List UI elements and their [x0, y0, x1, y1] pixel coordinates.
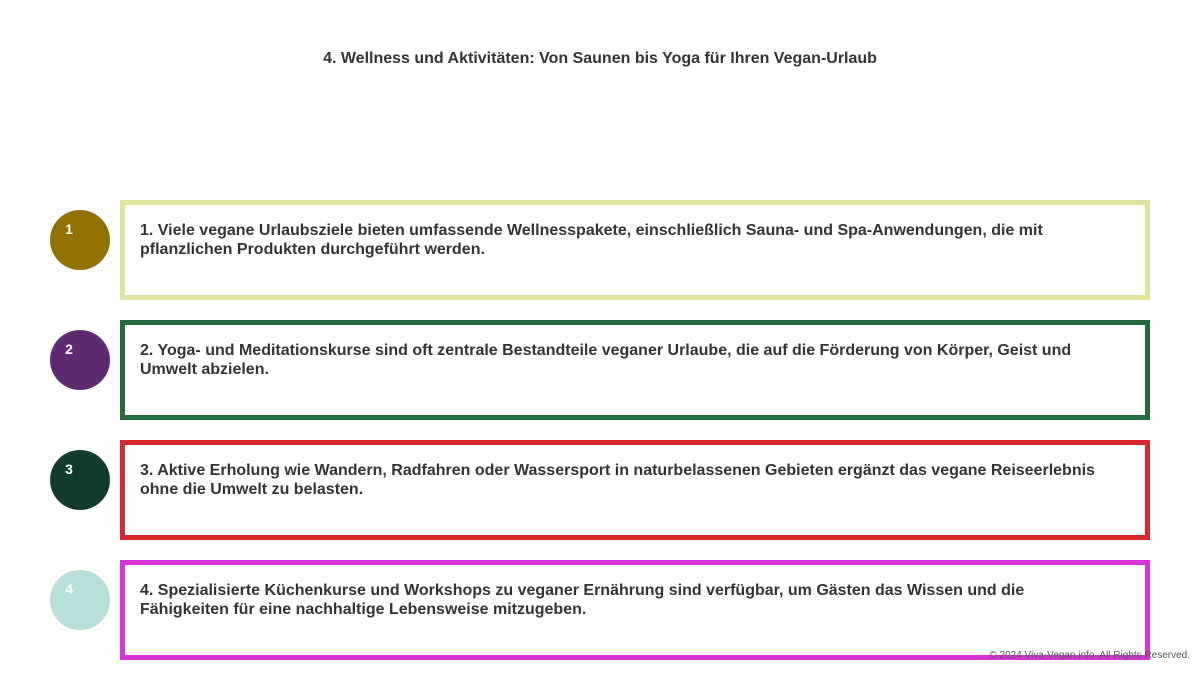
step-text: 1. Viele vegane Urlaubsziele bieten umfassende Wellnesspakete, einschließlich Sauna- und Spa-Anwendungen, die mit pflanzlichen Produkten durchgeführt werden. [140, 222, 1043, 258]
step-badge [50, 330, 110, 390]
step-number: 2 [65, 341, 73, 357]
step-box [120, 200, 1150, 300]
step-text: 3. Aktive Erholung wie Wandern, Radfahren oder Wassersport in naturbelassenen Gebieten ergänzt das vegane Reiseerlebnis ohne die Umwelt zu belasten. [140, 462, 1095, 498]
step-number: 4 [65, 581, 73, 597]
list-item [0, 320, 1200, 420]
step-box [120, 320, 1150, 420]
step-badge [50, 450, 110, 510]
copyright-footer: © 2024 Viva-Vegan.info. All Rights Reserved. [989, 650, 1190, 661]
list-item [0, 200, 1200, 300]
step-badge [50, 570, 110, 630]
step-text: 4. Spezialisierte Küchenkurse und Workshops zu veganer Ernährung sind verfügbar, um Gästen das Wissen und die Fähigkeiten für eine nachhaltige Lebensweise mitzugeben. [140, 582, 1025, 618]
step-number: 3 [65, 461, 73, 477]
step-box [120, 560, 1150, 660]
step-number: 1 [65, 221, 73, 237]
page-title: 4. Wellness und Aktivitäten: Von Saunen bis Yoga für Ihren Vegan-Urlaub [323, 50, 877, 67]
step-text: 2. Yoga- und Meditationskurse sind oft zentrale Bestandteile veganer Urlaube, die auf die Förderung von Körper, Geist und Umwelt abzielen. [140, 342, 1072, 378]
step-badge [50, 210, 110, 270]
step-box [120, 440, 1150, 540]
list-item [0, 440, 1200, 540]
list-item [0, 560, 1200, 660]
